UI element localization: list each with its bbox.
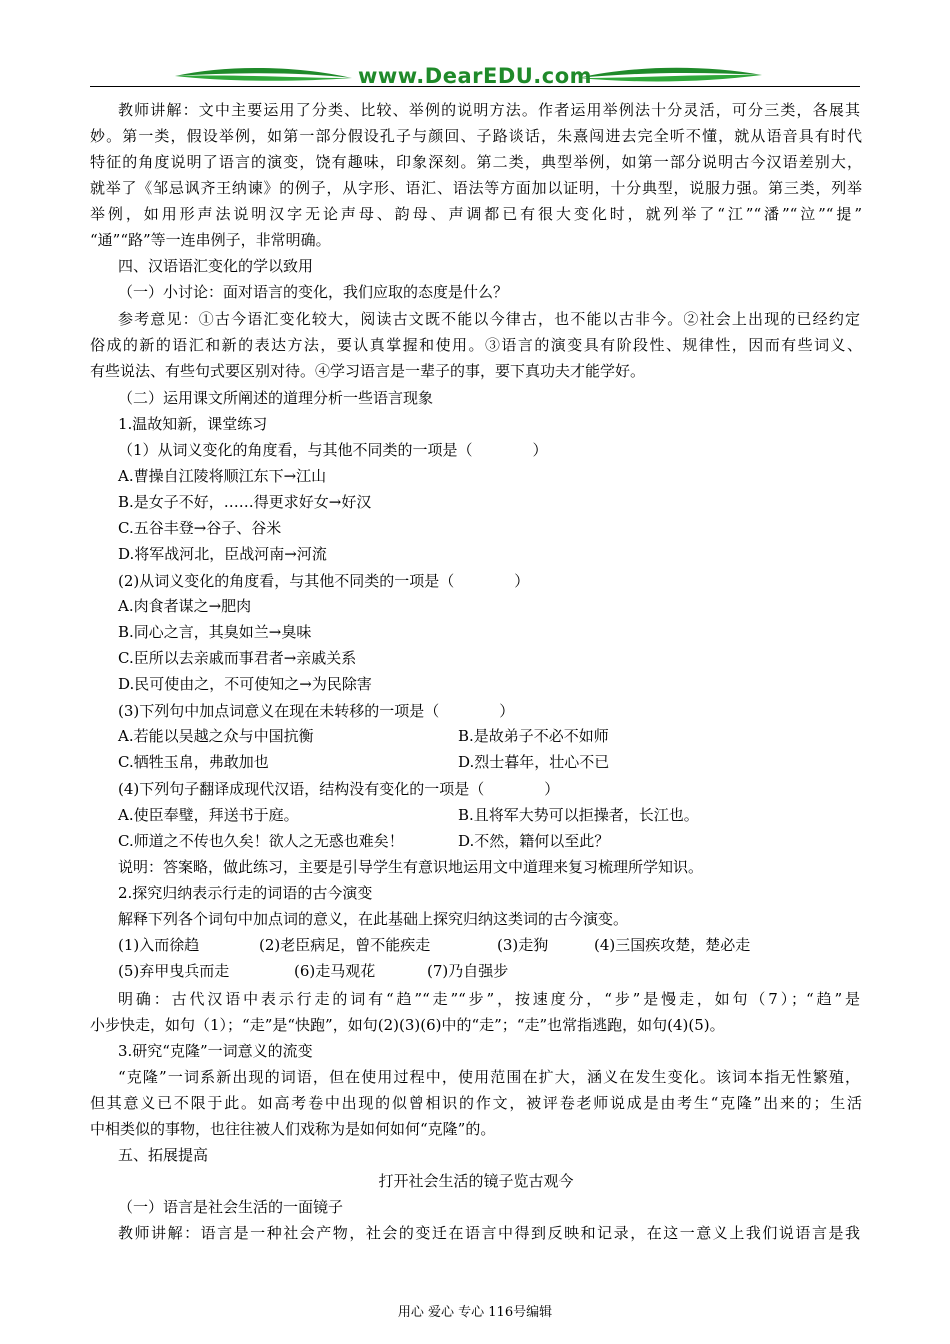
site-logo-text[interactable]: www.DearEDU.com	[357, 64, 593, 88]
option-line: C.五谷丰登→谷子、谷米	[118, 519, 282, 537]
paragraph-line: 特征的角度说明了语言的演变，饶有趣味，印象深刻。第二类，典型举例，如第一部分说明古今汉语差别大，	[90, 153, 862, 171]
option-line: D.烈士暮年，壮心不已	[458, 753, 610, 771]
option-line: B.是故弟子不必不如师	[458, 727, 609, 745]
option-line: C.师道之不传也久矣！欲人之无惑也难矣！	[118, 832, 404, 850]
option-line: A.肉食者谋之→肥肉	[118, 597, 252, 615]
phrase-item: (4)三国疾攻楚，楚必走	[594, 936, 751, 954]
phrase-item: (6)走马观花	[294, 962, 376, 980]
exercise-heading: 2.探究归纳表示行走的词语的古今演变	[118, 884, 373, 902]
option-line: B.且将军大势可以拒操者，长江也。	[458, 806, 699, 824]
subsection-heading: （一）小讨论：面对语言的变化，我们应取的态度是什么？	[118, 283, 509, 301]
paragraph-line: 妙。第一类，假设举例，如第一部分假设孔子与颜回、子路谈话，朱熹闯进去完全听不懂，就从语音具有时代	[90, 127, 862, 145]
paragraph-line: 有些说法、有些句式要区别对待。④学习语言是一辈子的事，要下真功夫才能学好。	[90, 362, 646, 380]
subsection-heading: （一）语言是社会生活的一面镜子	[118, 1198, 344, 1216]
paragraph-line: 教师讲解：文中主要运用了分类、比较、举例的说明方法。作者运用举例法十分灵活，可分三类，各展其	[118, 101, 860, 119]
paragraph-line: 俗成的新的语汇和新的表达方法，要认真掌握和使用。③语言的演变具有阶段性、规律性，因而有些词义、	[90, 336, 862, 354]
question-line: (4)下列句子翻译成现代汉语，结构没有变化的一项是（ ）	[118, 780, 560, 798]
option-line: C.臣所以去亲戚而事君者→亲戚关系	[118, 649, 357, 667]
paragraph-line: “通”“路”等一连串例子，非常明确。	[90, 231, 331, 249]
option-line: C.牺牲玉帛，弗敢加也	[118, 753, 269, 771]
option-line: A.使臣奉璧，拜送书于庭。	[118, 806, 299, 824]
section-heading: 四、汉语语汇变化的学以致用	[118, 257, 314, 275]
question-line: （1）从词义变化的角度看，与其他不同类的一项是（ ）	[118, 441, 548, 459]
phrase-item: (3)走狗	[497, 936, 549, 954]
phrase-item: (2)老臣病足，曾不能疾走	[259, 936, 431, 954]
paragraph-line: 教师讲解：语言是一种社会产物，社会的变迁在语言中得到反映和记录，在这一意义上我们说语言是我	[118, 1224, 860, 1242]
exercise-heading: 1.温故知新，课堂练习	[118, 415, 268, 433]
exercise-heading: 3.研究“克隆”一词意义的流变	[118, 1042, 313, 1060]
option-line: A.曹操自江陵将顺江东下→江山	[118, 467, 327, 485]
paragraph-line: 说明：答案略，做此练习，主要是引导学生有意识地运用文中道理来复习梳理所学知识。	[118, 858, 704, 876]
paragraph-line: 明确：古代汉语中表示行走的词有“趋”“走”“步”，按速度分，“步”是慢走，如句（7）；“趋”是	[118, 990, 860, 1008]
article-title: 打开社会生活的镜子览古观今	[378, 1172, 574, 1190]
phrase-item: (5)弃甲曳兵而走	[118, 962, 230, 980]
paragraph-line: 参考意见：①古今语汇变化较大，阅读古文既不能以今律古，也不能以古非今。②社会上出现的已经约定	[118, 310, 860, 328]
option-line: B.是女子不好，……得更求好女→好汉	[118, 493, 372, 511]
phrase-item: (1)入而徐趋	[118, 936, 200, 954]
paragraph-line: 举例，如用形声法说明汉字无论声母、韵母、声调都已有很大变化时，就列举了“江”“潘”“泣”“提”	[90, 205, 862, 223]
subsection-heading: （二）运用课文所阐述的道理分析一些语言现象	[118, 389, 434, 407]
paragraph-line: 就举了《邹忌讽齐王纳谏》的例子，从字形、语汇、语法等方面加以证明，十分典型，说服力强。第三类，列举	[90, 179, 862, 197]
paragraph-line: “克隆”一词系新出现的词语，但在使用过程中，使用范围在扩大，涵义在发生变化。该词本指无性繁殖，	[118, 1068, 860, 1086]
section-heading: 五、拓展提高	[118, 1146, 209, 1164]
question-line: (2)从词义变化的角度看，与其他不同类的一项是（ ）	[118, 572, 530, 590]
paragraph-line: 小步快走，如句（1）；“走”是“快跑”，如句(2)(3)(6)中的“走”；“走”也常指逃跑，如句(4)(5)。	[90, 1016, 725, 1034]
phrase-item: (7)乃自强步	[427, 962, 509, 980]
option-line: D.将军战河北，臣战河南→河流	[118, 545, 327, 563]
option-line: D.不然，籍何以至此？	[458, 832, 610, 850]
option-line: A.若能以吴越之众与中国抗衡	[118, 727, 314, 745]
option-line: D.民可使由之，不可使知之→为民除害	[118, 675, 372, 693]
paragraph-line: 解释下列各个词句中加点词的意义，在此基础上探究归纳这类词的古今演变。	[118, 910, 629, 928]
page-footer: 用心 爱心 专心 116号编辑	[397, 1305, 553, 1320]
option-line: B.同心之言，其臭如兰→臭味	[118, 623, 312, 641]
question-line: (3)下列句中加点词意义在现在未转移的一项是（ ）	[118, 702, 515, 720]
paragraph-line: 中相类似的事物，也往往被人们戏称为是如何如何“克隆”的。	[90, 1120, 496, 1138]
paragraph-line: 但其意义已不限于此。如高考卷中出现的似曾相识的作文，被评卷老师说成是由考生“克隆”出来的；生活	[90, 1094, 862, 1112]
